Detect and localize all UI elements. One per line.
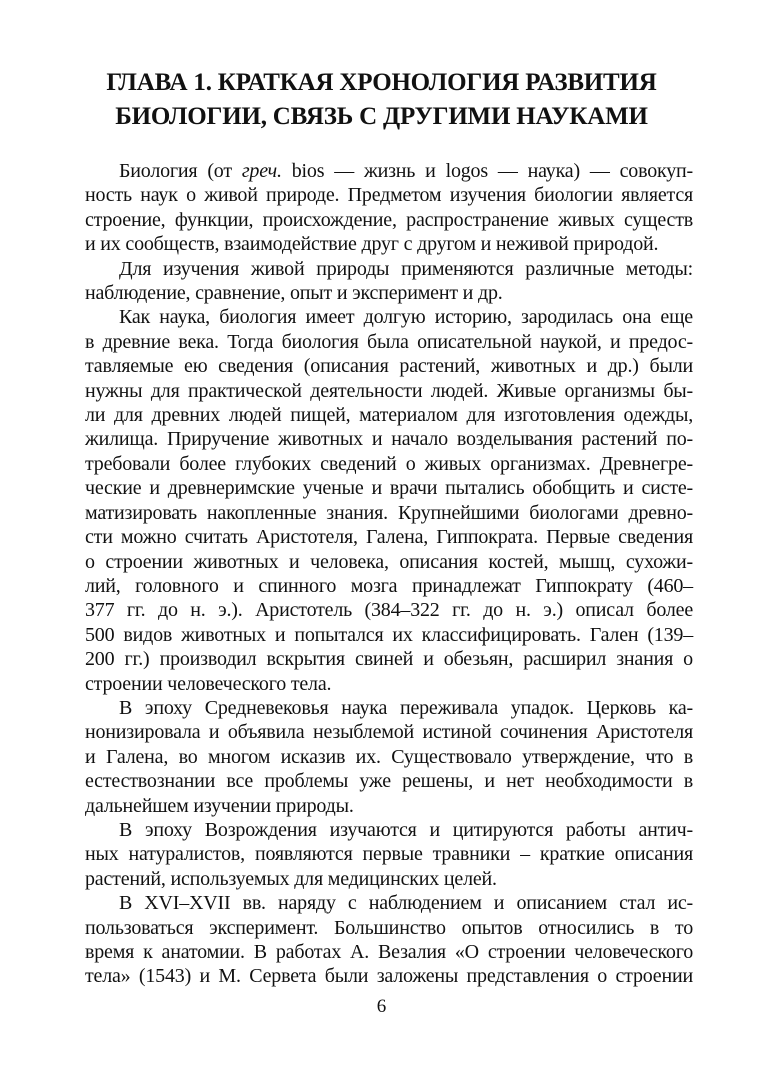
- text-line: наблюдение, сравнение, опыт и эксперимент и др.: [85, 282, 503, 305]
- text-line: тела» (1543) и М. Сервета были заложены представления о строении: [85, 965, 693, 988]
- paragraph: [85, 696, 693, 818]
- text-line: требовали более глубоких сведений о живых организмах. Древнегре-: [85, 452, 693, 475]
- text-line: В XVI–XVII вв. наряду с наблюдением и описанием стал ис-: [119, 892, 693, 915]
- chapter-title-line: ГЛАВА 1. КРАТКАЯ ХРОНОЛОГИЯ РАЗВИТИЯ: [106, 69, 657, 96]
- text-line: 500 видов животных и попытался их классифицировать. Гален (139–: [85, 623, 693, 646]
- text-line: нужны для практической деятельности людей. Живые организмы бы-: [85, 379, 693, 402]
- page-number: 6: [376, 996, 387, 1017]
- text-line: о строении животных и человека, описания костей, мышц, сухожи-: [85, 550, 693, 573]
- text-line: Биология (от греч. bios — жизнь и logos — наука) — совокуп-: [119, 160, 693, 182]
- text-line: строении человеческого тела.: [85, 672, 332, 695]
- text-line: ных натуралистов, появляются первые травники – краткие описания: [85, 843, 693, 866]
- text-line: В эпоху Возрождения изучаются и цитируются работы антич-: [119, 818, 693, 841]
- text-line: и их сообществ, взаимодействие друг с другом и неживой природой.: [85, 233, 659, 256]
- paragraph: [85, 257, 693, 306]
- paragraph: [85, 159, 693, 257]
- paragraph: [85, 818, 693, 891]
- text-line: пользоваться эксперимент. Большинство опытов относились в то: [85, 916, 693, 939]
- text-line: Для изучения живой природы применяются различные методы:: [119, 257, 693, 280]
- text-line: дальнейшем изучении природы.: [85, 794, 354, 817]
- text-line: строение, функции, происхождение, распространение живых существ: [85, 208, 693, 231]
- text-line: Как наука, биология имеет долгую историю, зародилась она еще: [119, 306, 693, 329]
- chapter-title-line: БИОЛОГИИ, СВЯЗЬ С ДРУГИМИ НАУКАМИ: [115, 103, 648, 130]
- text-line: и Галена, во многом исказив их. Существовало утверждение, что в: [85, 745, 693, 768]
- chapter-title: [60, 66, 703, 134]
- text-line: нонизировала и объявила незыблемой истиной сочинения Аристотеля: [85, 721, 693, 744]
- text-line: время к анатомии. В работах А. Везалия «О строении человеческого: [85, 941, 693, 963]
- text-line: ческие и древнеримские ученые и врачи пытались обобщить и систе-: [85, 477, 693, 500]
- text-line: ность наук о живой природе. Предметом изучения биологии является: [85, 184, 693, 207]
- text-line: лий, головного и спинного мозга принадлежат Гиппократу (460–: [85, 574, 693, 597]
- italic-abbreviation: греч.: [241, 160, 282, 182]
- text-line: естествознании все проблемы уже решены, и нет необходимости в: [85, 770, 693, 793]
- text-line: ли для древних людей пищей, материалом для изготовления одежды,: [85, 404, 693, 427]
- paragraph: [85, 305, 693, 696]
- text-line: тавляемые ею сведения (описания растений, животных и др.) были: [85, 355, 693, 378]
- paragraph: [85, 891, 693, 989]
- text-line: жилища. Приручение животных и начало возделывания растений по-: [85, 428, 693, 451]
- text-line: в древние века. Тогда биология была описательной наукой, и предос-: [85, 330, 693, 353]
- text-line: 377 гг. до н. э.). Аристотель (384–322 гг. до н. э.) описал более: [85, 599, 693, 622]
- body-text: [85, 159, 693, 989]
- text-line: 200 гг.) производил вскрытия свиней и обезьян, расширил знания о: [85, 648, 693, 671]
- text-line: матизировать накопленные знания. Крупнейшими биологами древно-: [85, 501, 693, 524]
- text-line: сти можно считать Аристотеля, Галена, Гиппократа. Первые сведения: [85, 526, 693, 549]
- text-line: растений, используемых для медицинских целей.: [85, 867, 497, 890]
- text-line: В эпоху Средневековья наука переживала упадок. Церковь ка-: [119, 696, 693, 719]
